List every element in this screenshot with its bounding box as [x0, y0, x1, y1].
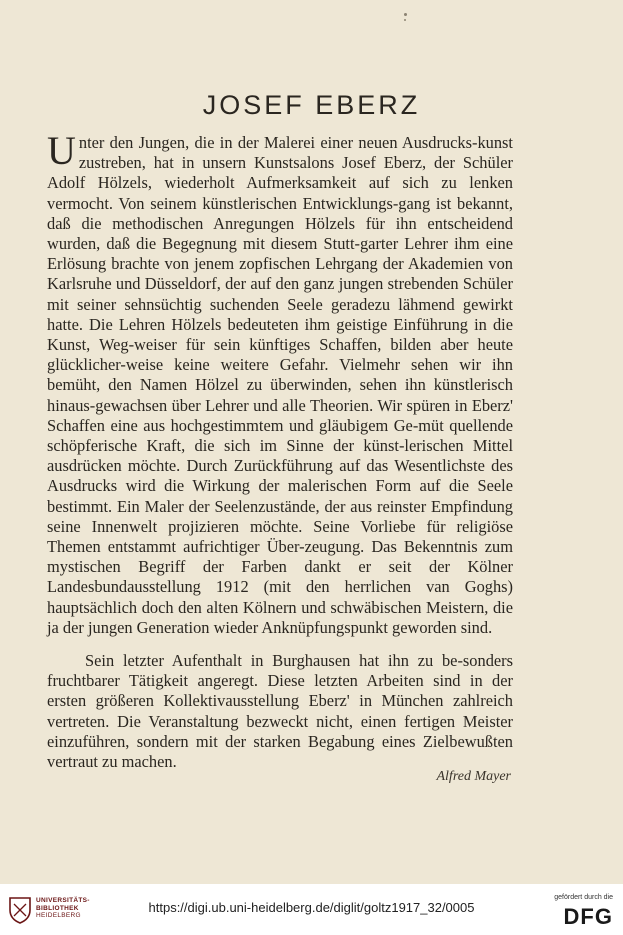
- drop-cap: U: [47, 128, 76, 173]
- paragraph-text: nter den Jungen, die in der Malerei einer neuen Ausdrucks-kunst zustreben, hat in unsern Kunstsalons Josef Eberz, der Schüler Adolf Hölzels, wiederholt Aufmerksamkeit auf sich zu lenken vermocht. Von seinem künstlerischen Entwicklungs-gang ist bekannt, daß die methodischen Anregungen Hölzels für ihn entscheidend wurden, daß die Begegnung mit diesem Stutt-garter Lehrer ihm eine Erlösung brachte von jenem zopfischen Lehrgang der Akademien von Karlsruhe und Düsseldorf, der auf den ganz jungen strebenden Schüler mit seiner sehnsüchtig suchenden Seele geradezu lähmend gewirkt hatte. Die Lehren Hölzels bedeuteten ihm geistige Einführung in die Kunst, Weg-weiser für sein künftiges Schaffen, bilden aber heute glücklicher-weise keine weitere Gefahr. Vielmehr sehen wir ihn bemüht, den Namen Hölzel zu überwinden, sehen ihn künstlerisch hinaus-gewachsen über Lehrer und alle Theorien. Wir spüren in Eberz' Schaffen eine aus hochgestimmtem und gläubigem Ge-müt quellende schöpferische Kraft, die sich im Sinne der künst-lerischen Mittel ausdrücken möchte. Durch Zurückführung auf das Wesentlichste des Ausdrucks wird die Wirkung der malerischen Form auf die Seele bestimmt. Ein Maler der Seelenzustände, der aus reinster Empfindung seine Innenwelt projizieren möchte. Seine Vorliebe für religiöse Themen entstammt aufrichtiger Über-zeugung. Das Bekenntnis zum mystischen Begriff der Farben dankt er seit der Kölner Landesbundausstellung 1912 (mit den herrlichen van Goghs) hauptsächlich doch den alten Kölnern und schwäbischen Meistern, die ja der jungen Generation wieder Anknüpfungspunkt geworden sind.: [47, 133, 513, 637]
- article-paragraph: [47, 128, 513, 638]
- author-signature: Alfred Mayer: [436, 769, 511, 784]
- page-title: JOSEF EBERZ: [202, 90, 421, 120]
- dfg-logo[interactable]: DFG: [563, 904, 613, 929]
- paper-speck: [404, 19, 406, 21]
- university-library-logo[interactable]: UNIVERSITÄTS- BIBLIOTHEK HEIDELBERG: [36, 897, 90, 919]
- viewer-footer: [0, 884, 623, 935]
- article-paragraph: Sein letzter Aufenthalt in Burghausen hat ihn zu be-sonders fruchtbarer Tätigkeit angeregt. Diese letzten Arbeiten sind in der ersten größeren Kollektivausstellung Eberz' in München zahlreich vertreten. Die Veranstaltung bezweckt nicht, einen fertigen Meister einzuführen, sondern mit der starken Begabung eines Zielbewußten vertraut zu machen.: [47, 651, 513, 772]
- permalink[interactable]: https://digi.ub.uni-heidelberg.de/diglit/goltz1917_32/0005: [148, 900, 475, 915]
- funded-by-label: gefördert durch die: [554, 894, 613, 901]
- paper-speck: [404, 13, 407, 16]
